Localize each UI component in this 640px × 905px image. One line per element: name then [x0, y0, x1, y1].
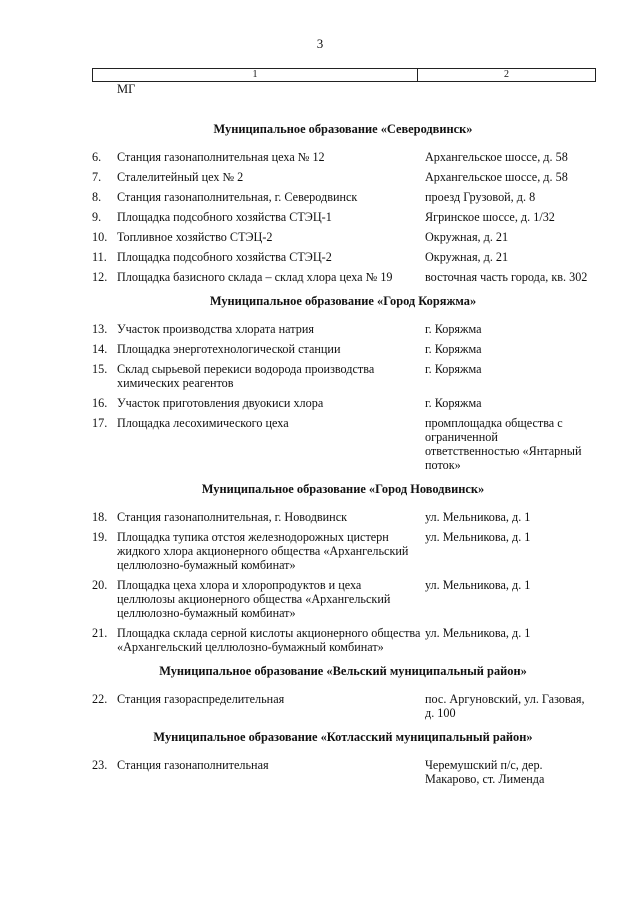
table-row — [92, 170, 594, 184]
row-number: 12. — [92, 270, 108, 284]
table-row — [92, 322, 594, 336]
facility-address: ул. Мельникова, д. 1 — [425, 530, 531, 544]
row-number: 17. — [92, 416, 108, 430]
facility-address: г. Коряжма — [425, 322, 482, 336]
facility-address: восточная часть города, кв. 302 — [425, 270, 588, 284]
table-row — [92, 416, 594, 472]
table-row — [92, 510, 594, 524]
facility-address: ул. Мельникова, д. 1 — [425, 626, 531, 640]
facility-name: Площадка подсобного хозяйства СТЭЦ-2 — [117, 250, 332, 264]
facility-name: Площадка цеха хлора и хлоропродуктов и цеха целлюлозы акционерного общества «Архангельский целлюлозно-бумажный комбинат» — [117, 578, 391, 620]
row-number: 16. — [92, 396, 108, 410]
column-1-header: 1 — [93, 69, 418, 81]
facility-name: Площадка базисного склада – склад хлора цеха № 19 — [117, 270, 393, 284]
facility-address: пос. Аргуновский, ул. Газовая, д. 100 — [425, 692, 585, 720]
row-number: 15. — [92, 362, 108, 376]
row-number: 10. — [92, 230, 108, 244]
facility-name: Площадка тупика отстоя железнодорожных цистерн жидкого хлора акционерного общества «Архангельский целлюлозно-бумажный комбинат» — [117, 530, 409, 572]
section-title: Муниципальное образование «Город Коряжма» — [209, 294, 477, 308]
facility-address: Архангельское шоссе, д. 58 — [425, 150, 568, 164]
row-number: 13. — [92, 322, 108, 336]
row-number: 6. — [92, 150, 102, 164]
facility-address: г. Коряжма — [425, 396, 482, 410]
section-title: Муниципальное образование «Котласский муниципальный район» — [153, 730, 533, 744]
row-number: 22. — [92, 692, 108, 706]
facility-name: Склад сырьевой перекиси водорода производства химических реагентов — [117, 362, 375, 390]
facility-address: г. Коряжма — [425, 362, 482, 376]
table-row — [92, 626, 594, 654]
section-title: Муниципальное образование «Вельский муниципальный район» — [159, 664, 527, 678]
page-number: 3 — [316, 36, 324, 51]
table-row — [92, 150, 594, 164]
facility-name: Станция газораспределительная — [117, 692, 285, 706]
row-number: 18. — [92, 510, 108, 524]
section-title: Муниципальное образование «Северодвинск» — [213, 122, 473, 136]
facility-name: Сталелитейный цех № 2 — [117, 170, 244, 184]
facility-address: ул. Мельникова, д. 1 — [425, 510, 531, 524]
table-row — [92, 758, 594, 786]
facility-name: Площадка энерготехнологической станции — [117, 342, 341, 356]
table-row — [92, 250, 594, 264]
row-number: 9. — [92, 210, 102, 224]
facility-name: Площадка склада серной кислоты акционерного общества «Архангельский целлюлозно-бумажный комбинат» — [117, 626, 421, 654]
row-number: 19. — [92, 530, 108, 544]
facility-address: Окружная, д. 21 — [425, 230, 509, 244]
row-number: 23. — [92, 758, 108, 772]
row-number: 11. — [92, 250, 107, 264]
facility-address: Окружная, д. 21 — [425, 250, 509, 264]
table-column-header — [92, 68, 596, 82]
section-title: Муниципальное образование «Город Новодвинск» — [201, 482, 485, 496]
facility-address: г. Коряжма — [425, 342, 482, 356]
row-number: 21. — [92, 626, 108, 640]
table-row — [92, 362, 594, 390]
table-row — [92, 210, 594, 224]
table-row — [92, 396, 594, 410]
facility-name: Площадка лесохимического цеха — [117, 416, 289, 430]
facility-list — [92, 112, 594, 792]
table-row — [92, 270, 594, 284]
table-row — [92, 190, 594, 204]
facility-name: Станция газонаполнительная цеха № 12 — [117, 150, 325, 164]
table-row — [92, 578, 594, 620]
facility-name: Станция газонаполнительная, г. Новодвинск — [117, 510, 348, 524]
facility-name: Станция газонаполнительная, г. Северодвинск — [117, 190, 358, 204]
facility-name: Станция газонаполнительная — [117, 758, 269, 772]
row-number: 8. — [92, 190, 102, 204]
facility-name: Площадка подсобного хозяйства СТЭЦ-1 — [117, 210, 332, 224]
table-row — [92, 342, 594, 356]
facility-name: Участок приготовления двуокиси хлора — [117, 396, 324, 410]
table-row — [92, 692, 594, 720]
table-row — [92, 230, 594, 244]
row-number: 14. — [92, 342, 108, 356]
row-number: 20. — [92, 578, 108, 592]
column-2-header: 2 — [504, 69, 509, 80]
table-row — [92, 530, 594, 572]
row-number: 7. — [92, 170, 102, 184]
facility-address: Ягринское шоссе, д. 1/32 — [425, 210, 555, 224]
facility-name: Участок производства хлората натрия — [117, 322, 314, 336]
facility-name: Топливное хозяйство СТЭЦ-2 — [117, 230, 273, 244]
facility-address: ул. Мельникова, д. 1 — [425, 578, 531, 592]
continuation-text: МГ — [117, 82, 136, 96]
facility-address: промплощадка общества с ограниченной ответственностью «Янтарный поток» — [425, 416, 582, 472]
facility-address: Черемушский п/с, дер. Макарово, ст. Лименда — [425, 758, 545, 786]
facility-address: проезд Грузовой, д. 8 — [425, 190, 536, 204]
facility-address: Архангельское шоссе, д. 58 — [425, 170, 568, 184]
